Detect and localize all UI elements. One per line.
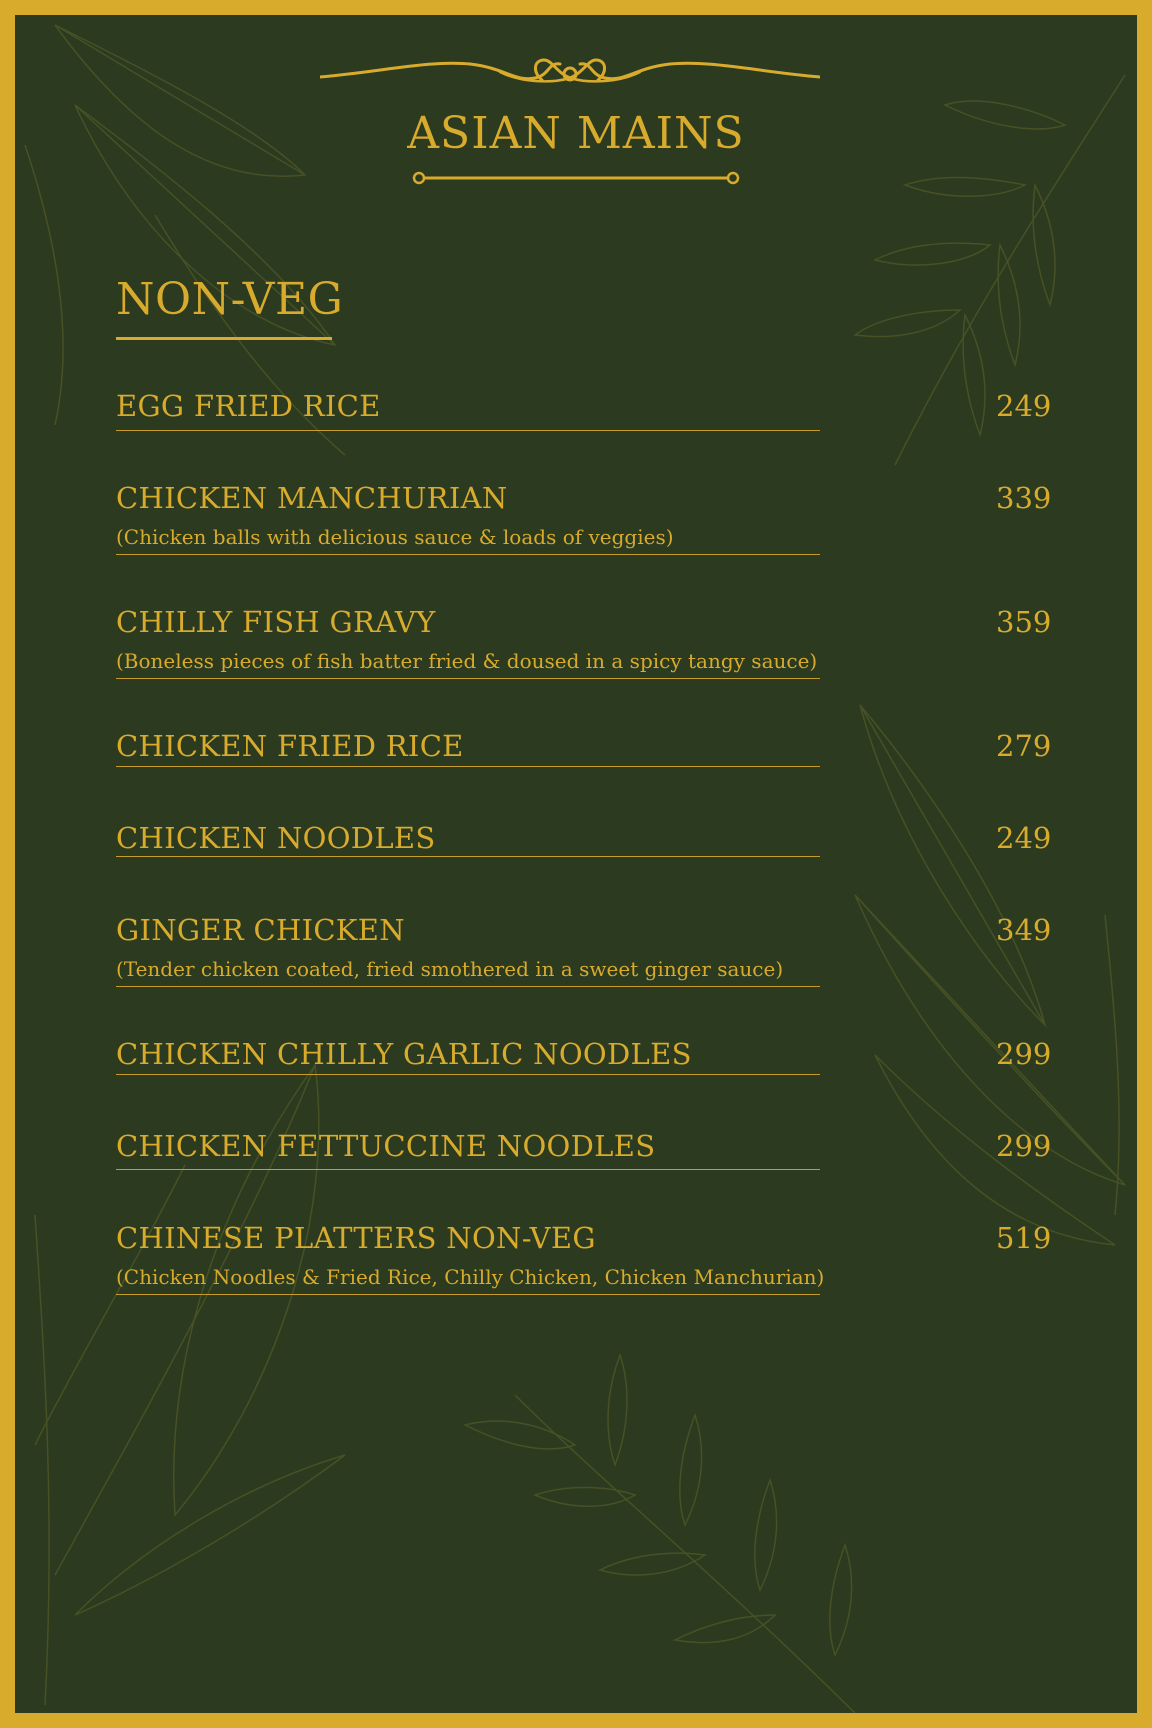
item-name: CHICKEN MANCHURIAN (116, 481, 508, 515)
item-divider (116, 856, 820, 857)
section-underline (116, 337, 332, 340)
item-description: (Boneless pieces of fish batter fried & doused in a spicy tangy sauce) (116, 649, 818, 673)
page-title: ASIAN MAINS (407, 108, 745, 159)
item-price: 249 (996, 821, 1052, 855)
item-divider (116, 766, 820, 767)
item-divider (116, 1294, 820, 1295)
item-price: 249 (996, 389, 1052, 423)
item-name: CHICKEN FETTUCCINE NOODLES (116, 1129, 656, 1163)
item-name: CHILLY FISH GRAVY (116, 605, 436, 639)
item-price: 359 (996, 605, 1052, 639)
item-name: CHINESE PLATTERS NON-VEG (116, 1221, 596, 1255)
menu-panel (15, 15, 1137, 1713)
item-name: GINGER CHICKEN (116, 913, 405, 947)
item-name: CHICKEN CHILLY GARLIC NOODLES (116, 1037, 692, 1071)
section-heading: NON-VEG (116, 274, 344, 325)
item-description: (Tender chicken coated, fried smothered in a sweet ginger sauce) (116, 957, 784, 981)
item-price: 299 (996, 1037, 1052, 1071)
item-name: CHICKEN FRIED RICE (116, 729, 464, 763)
leaf-decoration (15, 15, 1137, 1713)
item-divider (116, 1074, 820, 1075)
item-price: 299 (996, 1129, 1052, 1163)
item-price: 279 (996, 729, 1052, 763)
item-price: 519 (996, 1221, 1052, 1255)
item-divider (116, 1169, 820, 1170)
item-description: (Chicken Noodles & Fried Rice, Chilly Chicken, Chicken Manchurian) (116, 1265, 825, 1289)
item-name: EGG FRIED RICE (116, 389, 381, 423)
item-divider (116, 986, 820, 987)
title-flourish-ornament (320, 42, 820, 92)
item-price: 349 (996, 913, 1052, 947)
item-name: CHICKEN NOODLES (116, 821, 436, 855)
item-price: 339 (996, 481, 1052, 515)
title-underline-ornament (412, 171, 740, 185)
item-divider (116, 554, 820, 555)
item-description: (Chicken balls with delicious sauce & loads of veggies) (116, 525, 674, 549)
item-divider (116, 430, 820, 431)
item-divider (116, 678, 820, 679)
